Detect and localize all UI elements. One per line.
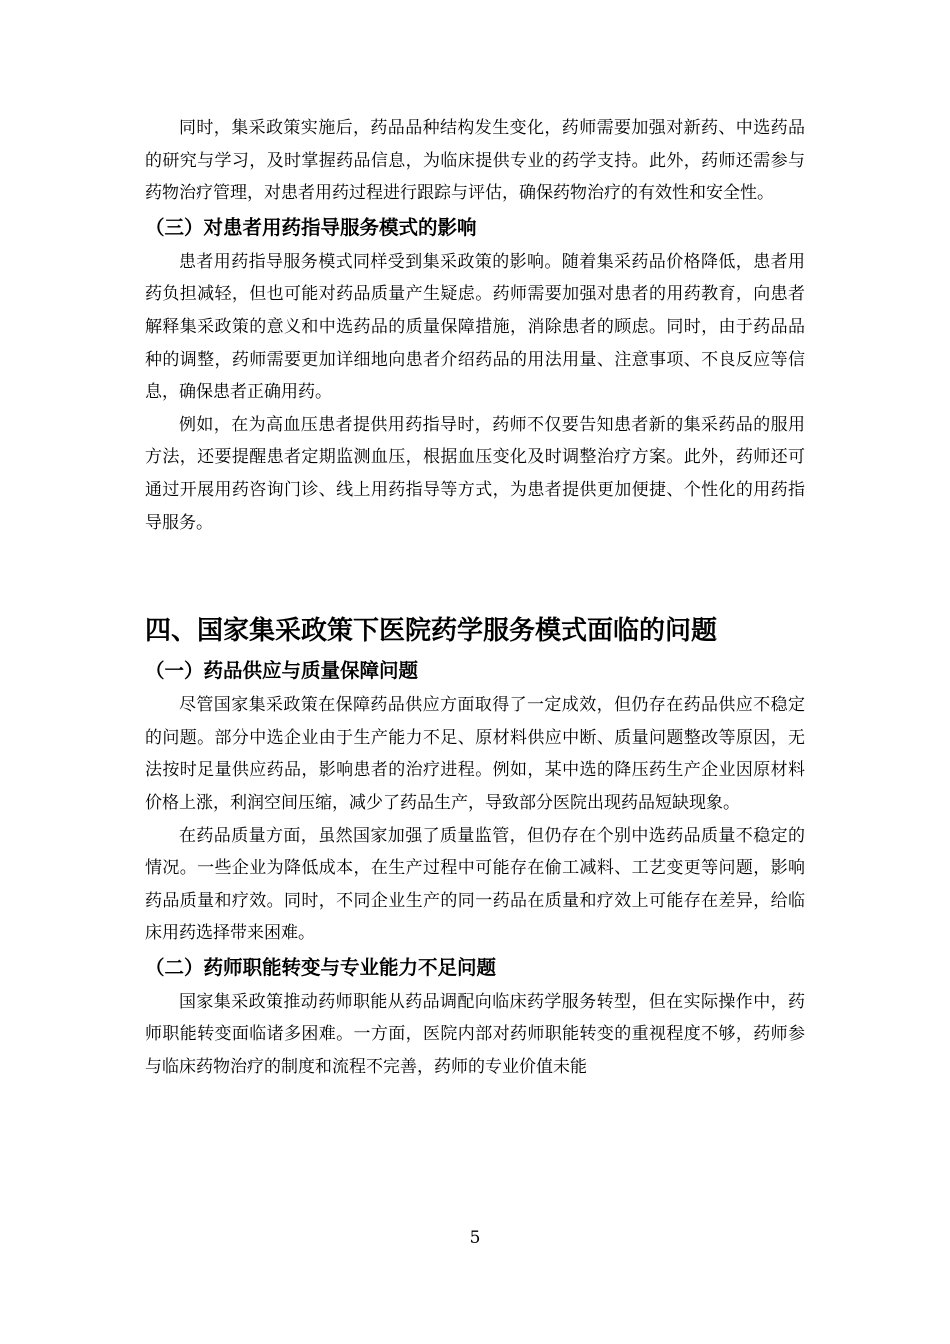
section-heading: （一）药品供应与质量保障问题 — [145, 659, 419, 683]
paragraph: 在药品质量方面，虽然国家加强了质量监管，但仍存在个别中选药品质量不稳定的情况。一些企业为降低成本，在生产过程中可能存在偷工减料、工艺变更等问题，影响药品质量和疗效。同时，不同企业生产的同一药品在质量和疗效上可能存在差异，给临床用药选择带来困难。 — [145, 825, 805, 944]
paragraph: 患者用药指导服务模式同样受到集采政策的影响。随着集采药品价格降低，患者用药负担减轻，但也可能对药品质量产生疑虑。药师需要加强对患者的用药教育，向患者解释集采政策的意义和中选药品的质量保障措施，消除患者的顾虑。同时，由于药品品种的调整，药师需要更加详细地向患者介绍药品的用法用量、注意事项、不良反应等信息，确保患者正确用药。 — [145, 251, 805, 403]
section-heading: （三）对患者用药指导服务模式的影响 — [145, 215, 477, 239]
page-number: 5 — [469, 1228, 481, 1248]
document-page — [145, 112, 805, 1084]
chapter-heading: 四、国家集采政策下医院药学服务模式面临的问题 — [145, 616, 718, 647]
spacer — [145, 539, 805, 609]
section-heading: （二）药师职能转变与专业能力不足问题 — [145, 955, 497, 979]
paragraph: 同时，集采政策实施后，药品品种结构发生变化，药师需要加强对新药、中选药品的研究与学习，及时掌握药品信息，为临床提供专业的药学支持。此外，药师还需参与药物治疗管理，对患者用药过程进行跟踪与评估，确保药物治疗的有效性和安全性。 — [145, 118, 805, 204]
paragraph: 尽管国家集采政策在保障药品供应方面取得了一定成效，但仍存在药品供应不稳定的问题。部分中选企业由于生产能力不足、原材料供应中断、质量问题整改等原因，无法按时足量供应药品，影响患者的治疗进程。例如，某中选的降压药生产企业因原材料价格上涨，利润空间压缩，减少了药品生产，导致部分医院出现药品短缺现象。 — [145, 695, 805, 813]
paragraph: 国家集采政策推动药师职能从药品调配向临床药学服务转型，但在实际操作中，药师职能转变面临诸多困难。一方面，医院内部对药师职能转变的重视程度不够，药师参与临床药物治疗的制度和流程不完善，药师的专业价值未能 — [145, 991, 805, 1078]
paragraph: 例如，在为高血压患者提供用药指导时，药师不仅要告知患者新的集采药品的服用方法，还要提醒患者定期监测血压，根据血压变化及时调整治疗方案。此外，药师还可通过开展用药咨询门诊、线上用药指导等方式，为患者提供更加便捷、个性化的用药指导服务。 — [145, 414, 805, 533]
